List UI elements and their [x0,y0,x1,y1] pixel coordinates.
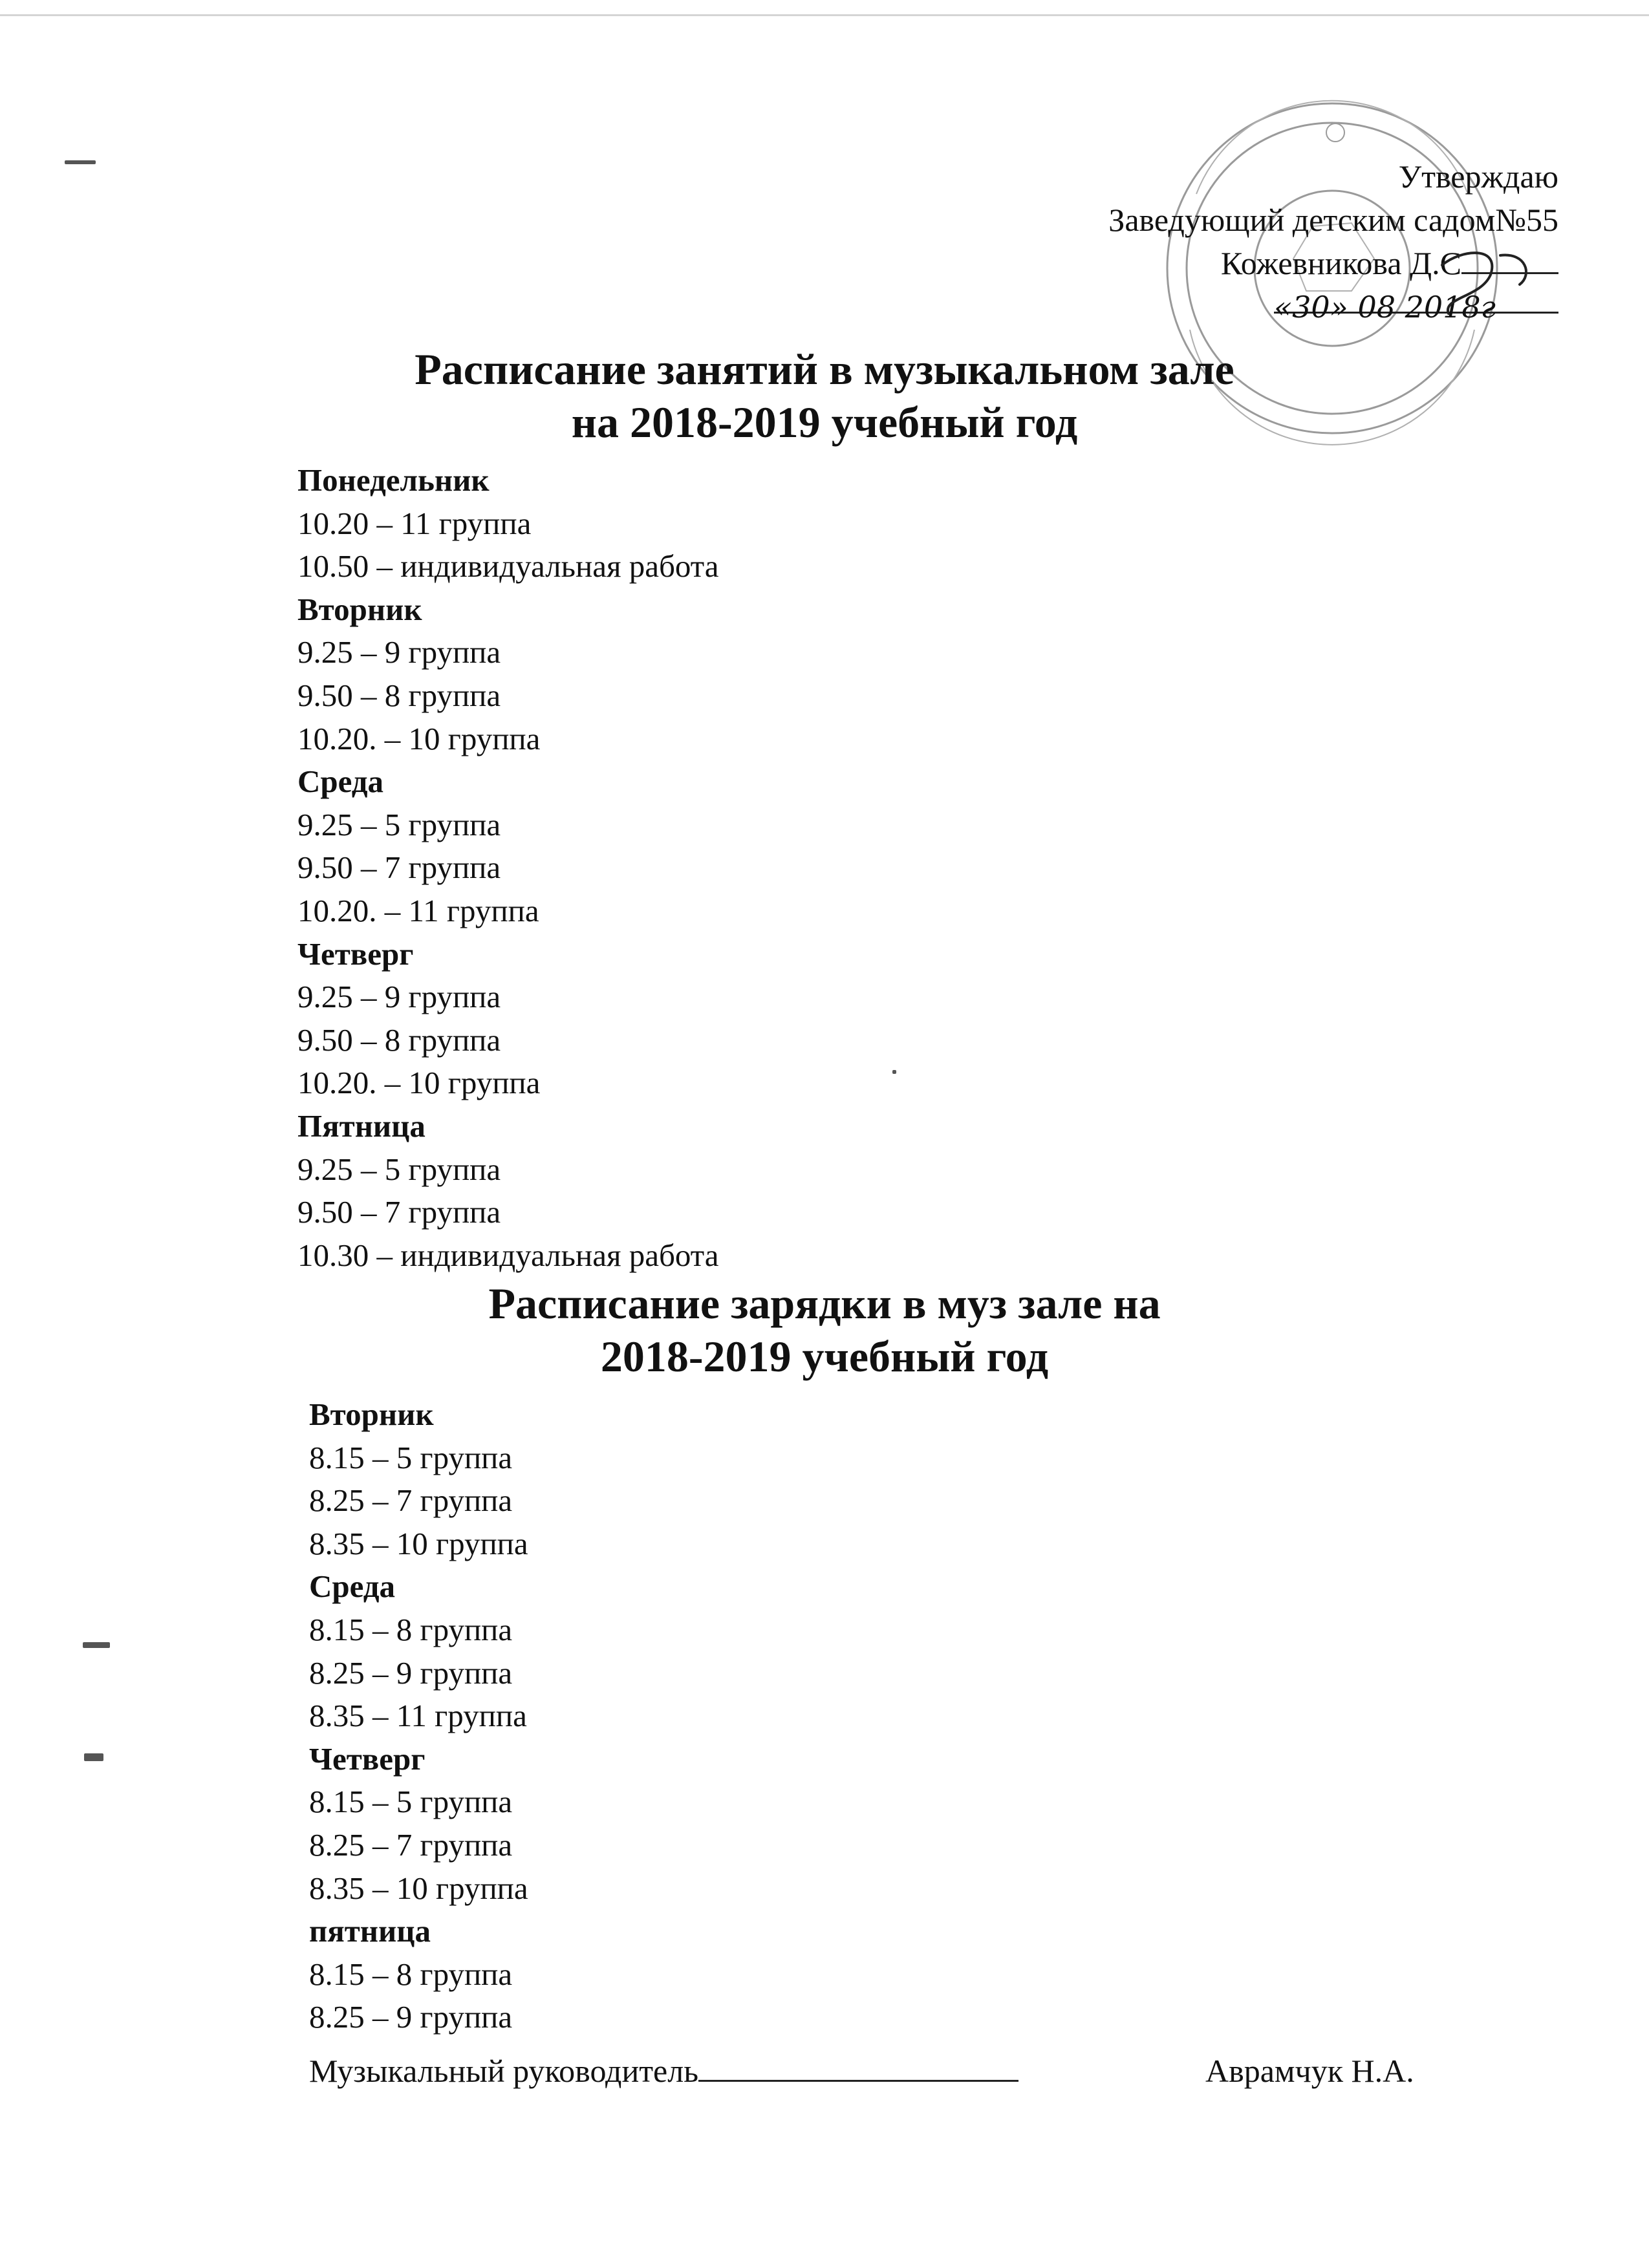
schedule-entry: 9.50 – 7 группа [297,850,501,886]
music-director-name: Аврамчук Н.А. [1205,2053,1414,2089]
day-heading: Среда [297,764,384,800]
approve-label: Утверждаю [1398,158,1558,195]
schedule-entry: 8.25 – 9 группа [309,1654,513,1691]
schedule-entry: 10.20 – 11 группа [297,505,532,541]
day-heading: Четверг [297,936,414,972]
schedule-entry: 9.50 – 7 группа [297,1194,501,1230]
schedule-entry: 8.15 – 8 группа [309,1611,513,1647]
head-title: Заведующий детским садом№55 [1108,202,1558,238]
scan-speck [65,160,96,164]
day-heading: Вторник [297,591,422,627]
music-lessons-schedule [297,459,719,1277]
schedule-title-line-2: на 2018-2019 учебный год [571,398,1078,447]
scan-speck [83,1642,110,1648]
schedule-entry: 8.15 – 5 группа [309,1784,513,1820]
exercise-schedule-title [0,1277,1649,1383]
day-heading: Пятница [297,1107,426,1144]
approval-date: «30» 08 2018г [1274,286,1558,314]
day-heading: пятница [309,1913,431,1949]
schedule-entry: 8.15 – 5 группа [309,1439,513,1475]
scan-edge-line [0,14,1649,16]
signature-rule [698,2053,1018,2082]
schedule-entry: 9.25 – 9 группа [297,634,501,670]
head-name: Кожевникова Д.С [1220,245,1461,281]
schedule-entry: 10.50 – индивидуальная работа [297,548,719,584]
schedule-entry: 8.15 – 8 группа [309,1956,513,1992]
schedule-title-line-1: Расписание занятий в музыкальном зале [415,345,1234,394]
schedule-entry: 10.20. – 11 группа [297,892,539,928]
schedule-entry: 9.25 – 9 группа [297,979,501,1015]
exercise-title-line-1: Расписание зарядки в муз зале на [488,1279,1161,1328]
schedule-entry: 9.50 – 8 группа [297,1022,501,1058]
music-director-role: Музыкальный руководитель [309,2053,699,2089]
schedule-entry: 10.20. – 10 группа [297,720,541,756]
day-heading: Понедельник [297,462,490,498]
scan-speck [892,1070,896,1074]
day-heading: Четверг [309,1740,426,1777]
day-heading: Среда [309,1568,396,1605]
schedule-entry: 8.35 – 11 группа [309,1698,527,1734]
schedule-entry: 8.25 – 7 группа [309,1482,513,1519]
schedule-entry: 10.30 – индивидуальная работа [297,1237,719,1273]
scan-speck [84,1753,103,1761]
schedule-entry: 9.25 – 5 группа [297,1151,501,1187]
schedule-entry: 8.25 – 9 группа [309,1999,513,2035]
schedule-title [0,343,1649,449]
schedule-entry: 8.35 – 10 группа [309,1870,528,1906]
schedule-entry: 8.25 – 7 группа [309,1826,513,1863]
handwritten-signature-icon [1138,236,1552,359]
exercise-title-line-2: 2018-2019 учебный год [600,1332,1049,1381]
schedule-entry: 9.50 – 8 группа [297,677,501,713]
signature-footer [309,2049,1473,2092]
schedule-entry: 8.35 – 10 группа [309,1525,528,1561]
schedule-entry: 9.25 – 5 группа [297,806,501,842]
schedule-entry: 10.20. – 10 группа [297,1065,541,1101]
morning-exercise-schedule [309,1393,528,2039]
day-heading: Вторник [309,1396,434,1432]
